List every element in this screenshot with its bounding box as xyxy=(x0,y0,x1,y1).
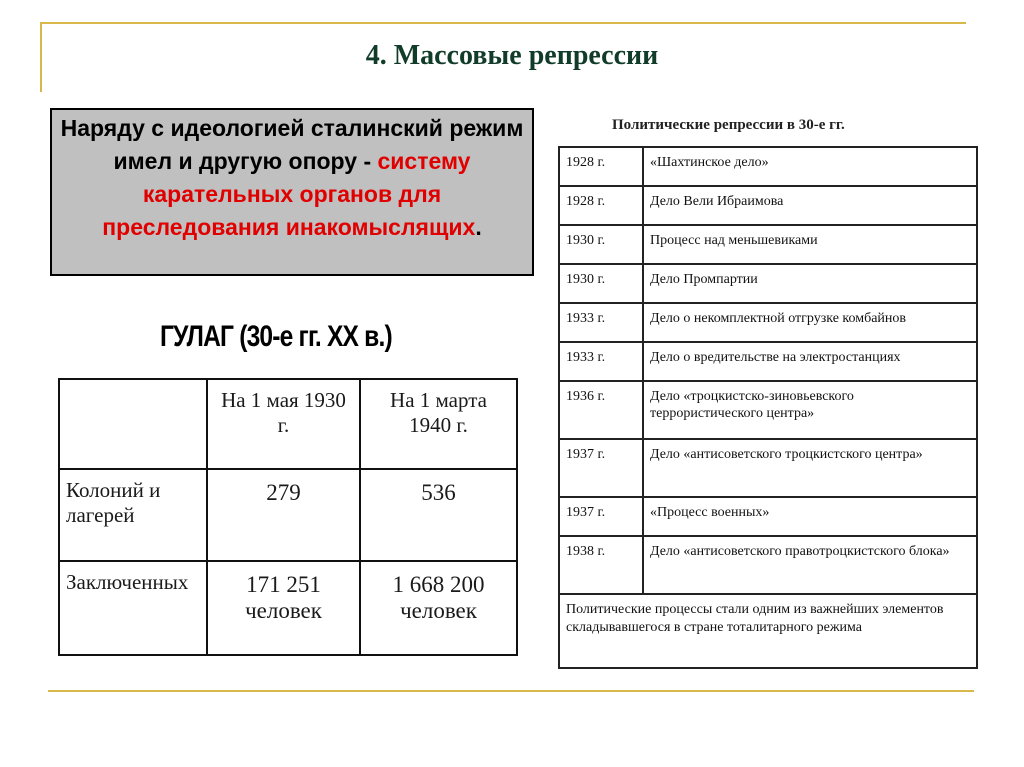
frame-top-line xyxy=(40,22,966,24)
repression-event: «Шахтинское дело» xyxy=(643,147,977,186)
table-row xyxy=(559,147,977,186)
table-row xyxy=(59,561,517,655)
table-row xyxy=(559,342,977,381)
repression-year: 1933 г. xyxy=(559,342,643,381)
gulag-row-label: Заключенных xyxy=(59,561,207,655)
repression-event: Дело «антисоветского троцкистского центра» xyxy=(643,439,977,497)
table-row xyxy=(559,303,977,342)
table-row xyxy=(559,594,977,668)
repression-year: 1928 г. xyxy=(559,147,643,186)
callout-text: Наряду с идеологией сталинский режим имел и другую опору - xyxy=(60,115,524,174)
slide-title: 4. Массовые репрессии xyxy=(365,40,659,71)
gulag-cell: 536 xyxy=(360,469,517,561)
repression-event: Дело Промпартии xyxy=(643,264,977,303)
table-row xyxy=(59,469,517,561)
repression-event: Дело о некомплектной отгрузке комбайнов xyxy=(643,303,977,342)
gulag-col-1940: На 1 марта 1940 г. xyxy=(360,379,517,469)
repression-event: «Процесс военных» xyxy=(643,497,977,536)
table-row xyxy=(559,186,977,225)
table-row xyxy=(559,439,977,497)
gulag-row-label: Колоний и лагерей xyxy=(59,469,207,561)
callout-highlight: систему карательных органов для преследования инакомыслящих xyxy=(102,148,476,240)
frame-bottom-line xyxy=(48,690,974,692)
gulag-title: ГУЛАГ (30-е гг. XX в.) xyxy=(160,320,392,353)
table-row xyxy=(559,225,977,264)
callout-end: . xyxy=(475,214,482,240)
repression-year: 1928 г. xyxy=(559,186,643,225)
repression-event: Дело «троцкистско-зиновьевского террористического центра» xyxy=(643,381,977,439)
gulag-cell: 1 668 200 человек xyxy=(360,561,517,655)
repression-year: 1933 г. xyxy=(559,303,643,342)
gulag-corner-cell xyxy=(59,379,207,469)
table-row xyxy=(559,264,977,303)
repression-event: Дело «антисоветского правотроцкистского блока» xyxy=(643,536,977,594)
repression-year: 1937 г. xyxy=(559,439,643,497)
gulag-table xyxy=(58,378,518,656)
table-row xyxy=(559,536,977,594)
gulag-col-1930: На 1 мая 1930 г. xyxy=(207,379,360,469)
callout-box xyxy=(50,108,534,276)
repression-event: Дело о вредительстве на электростанциях xyxy=(643,342,977,381)
repression-event: Дело Вели Ибраимова xyxy=(643,186,977,225)
gulag-cell: 279 xyxy=(207,469,360,561)
repression-event: Процесс над меньшевиками xyxy=(643,225,977,264)
repression-year: 1930 г. xyxy=(559,225,643,264)
repressions-table xyxy=(558,146,978,669)
repression-year: 1930 г. xyxy=(559,264,643,303)
repressions-title: Политические репрессии в 30-е гг. xyxy=(612,117,845,133)
table-row xyxy=(559,381,977,439)
repression-year: 1936 г. xyxy=(559,381,643,439)
table-row xyxy=(559,497,977,536)
repression-year: 1937 г. xyxy=(559,497,643,536)
gulag-header-row xyxy=(59,379,517,469)
repression-year: 1938 г. xyxy=(559,536,643,594)
gulag-cell: 171 251 человек xyxy=(207,561,360,655)
repressions-footer: Политические процессы стали одним из важнейших элементов складывавшегося в стране тоталитарного режима xyxy=(559,594,977,668)
